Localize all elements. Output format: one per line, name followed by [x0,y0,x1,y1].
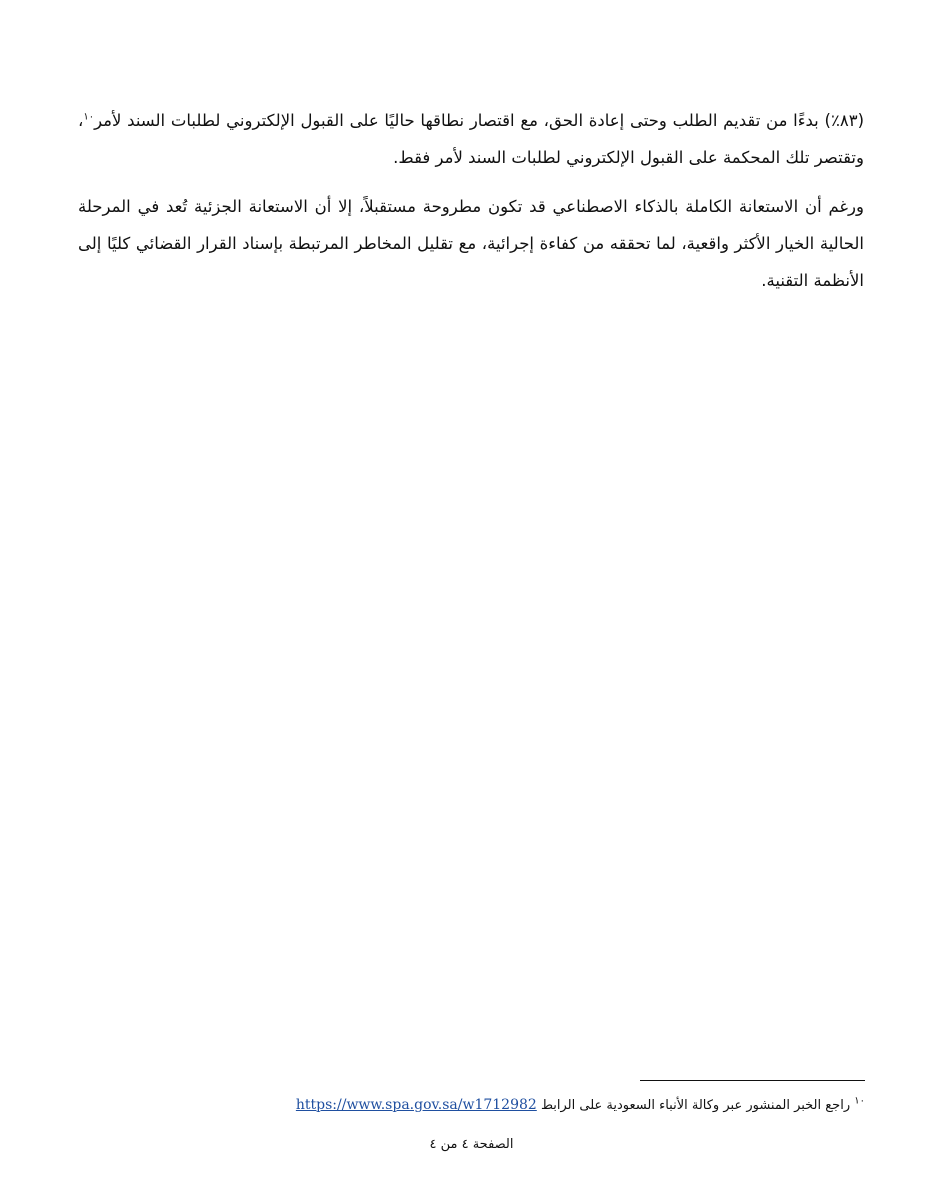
footnote [165,1094,865,1117]
footnote-separator [640,1080,865,1081]
paragraph-1 [78,102,864,176]
footnote-link[interactable]: https://www.spa.gov.sa/w1712982 [295,1097,537,1113]
footnote-reference[interactable]: ١٠ [83,111,95,123]
footnote-text: راجع الخبر المنشور عبر وكالة الأنباء السعودية على الرابط [540,1098,851,1113]
paragraph-2: ورغم أن الاستعانة الكاملة بالذكاء الاصطناعي قد تكون مطروحة مستقبلاً، إلا أن الاستعانة الجزئية تُعد في المرحلة الحالية الخيار الأكثر واقعية، لما تحققه من كفاءة إجرائية، مع تقليل المخاطر المرتبطة بإسناد القرار القضائي كليًا إلى الأنظمة التقنية. [78,197,864,290]
paragraph-1-text: (٨٣٪) بدءًا من تقديم الطلب وحتى إعادة الحق، مع اقتصار نطاقها حاليًا على القبول الإلكتروني لطلبات السند لأمر [94,111,864,130]
page-number: الصفحة ٤ من ٤ [429,1137,514,1152]
footnote-number: ١٠ [854,1095,865,1107]
paragraph-1-text-after: ، وتقتصر تلك المحكمة على القبول الإلكتروني لطلبات السند لأمر فقط. [78,111,864,167]
